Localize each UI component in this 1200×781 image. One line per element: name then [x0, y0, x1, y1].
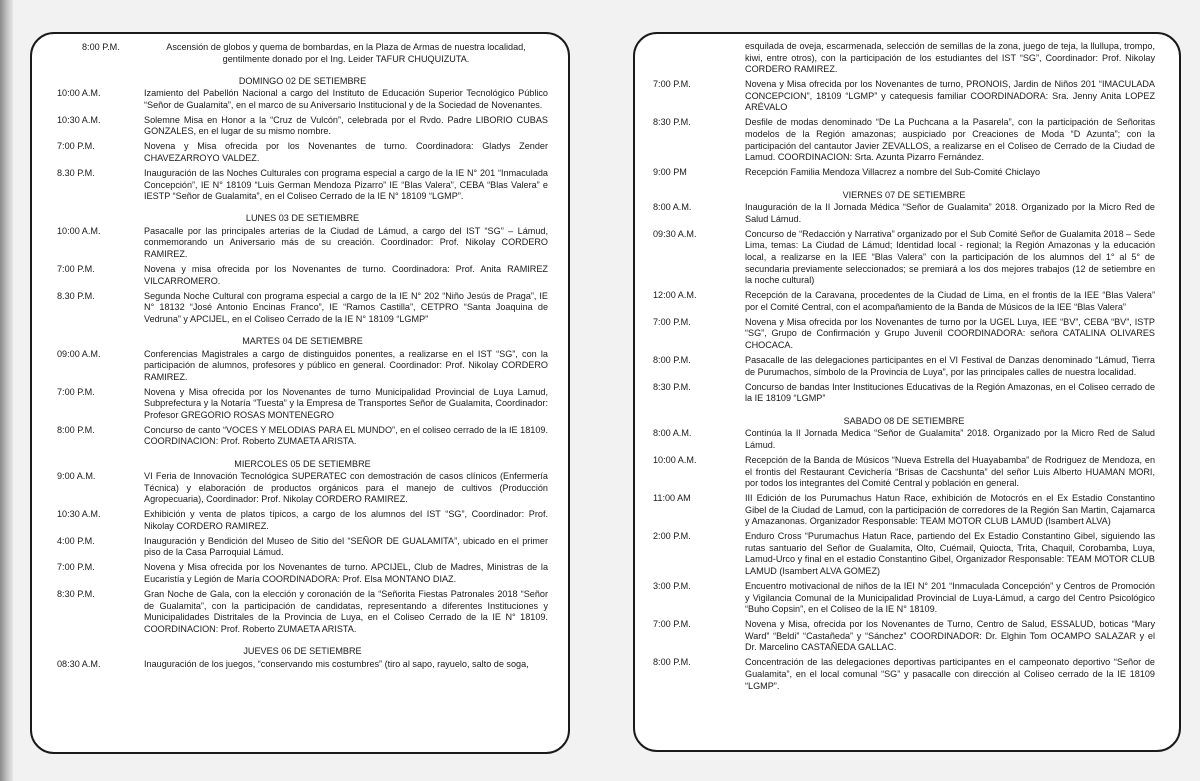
- event-description: Conferencias Magistrales a cargo de distinguidos ponentes, a realizarse en el IST “SG”, con la participación de alumnos, profesores y público en general. Coordinador: Prof. Nikolay CORDERO RAMIREZ.: [144, 348, 548, 382]
- event-description: Novena y Misa ofrecida por los Novenantes de turno. APCIJEL, Club de Madres, Ministras de la Eucaristía y Legión de María COORDINADORA: Prof. Elsa MONTANO DIAZ.: [144, 562, 548, 585]
- event-description: Concentración de las delegaciones deportivas participantes en el campeonato deportivo “Señor de Gualamita”, en el local comunal “SG” y pasacalle con dirección al Coliseo cerrado de la IE 18109 “LGMP”.: [745, 657, 1155, 691]
- event-description: Novena y Misa, ofrecida por los Novenantes de Turno, Centro de Salud, ESSALUD, boticas “Mary Ward” “Beldi” “Castañeda” y “Sánchez” COORDINADOR: Dr. Elghin Tom OCAMPO SALAZAR y el Dr. Marcelino CASTAÑEDA GALLAC.: [745, 619, 1155, 653]
- event-time: 8.30 P.M.: [57, 168, 95, 179]
- event-description: Inauguración de las Noches Culturales con programa especial a cargo de la IE N° 201 “Inmaculada Concepción”, IE N° 18109 “Luis German Mendoza Pizarro” IE “Blas Valera”, CEBA “Blas Valera” e IESTP “Señor de Gualamita”, en el Coliseo Cerrado de la IE N° 18109 “LGMP”.: [144, 168, 548, 202]
- event-time: 2:00 P.M.: [653, 531, 691, 542]
- event-row: [57, 291, 548, 326]
- event-time: 10:00 A.M.: [653, 454, 697, 465]
- day-heading-martes: MARTES 04 DE SETIEMBRE: [242, 335, 363, 346]
- continued-event: [653, 41, 1155, 76]
- event-description: Gran Noche de Gala, con la elección y coronación de la “Señorita Fiestas Patronales 2018 “Señor de Gualamita”, con la participación de candidatas, representando a diferentes Instituciones y Municipalidades Distritales de la Provincia de Luya, en el Coliseo Cerrado de la IE N° 18109. COORDINACION: Prof. Roberto ZUMAETA ARISTA.: [144, 589, 548, 634]
- event-description: Concurso de “Redacción y Narrativa” organizado por el Sub Comité Señor de Gualamita 2018 – Sede Lima, temas: La Ciudad de Lámud; Identidad local - regional; la Región Amazonas y la educación local, a realizarse en la IEE “Blas Valera” con la participación de los alumnos del 1° al 5° de secundaria previamente seleccionados; se premiará a los dos mejores trabajos (12 de setiembre en la noche cultural): [745, 228, 1155, 286]
- event-time: 7:00 P.M.: [653, 619, 691, 630]
- event-time: 8:00 A.M.: [653, 202, 692, 213]
- event-description: Novena y Misa ofrecida por los Novenantes de turno Municipalidad Provincial de Luya Lamud, Subprefectura y la Notaría “Tuesta” y la Empresa de Transportes Señor de Gualamita, Coordinador: Profesor GREGORIO ROSAS MONTENEGRO: [144, 386, 548, 420]
- event-row: [57, 264, 548, 287]
- event-description: Concurso de bandas Inter Instituciones Educativas de la Región Amazonas, en el Coliseo cerrado de la IE 18109 “LGMP”: [745, 381, 1155, 404]
- event-description: Novena y Misa ofrecida por los Novenantes de turno, PRONOIS, Jardin de Niños 201 “IMACULADA CONCEPCION”, 18109 “LGMP” y catequesis familiar COORDINADORA: Sra. Jenny Anita LOPEZ ARÉVALO: [745, 79, 1155, 113]
- event-row: [653, 382, 1155, 405]
- event-row: [57, 387, 548, 422]
- event-row: [653, 619, 1155, 654]
- event-description: Novena y Misa ofrecida por los Novenantes de turno por la UGEL Luya, IEE “BV”, CEBA “BV”, ISTP “SG”, Grupo de Confirmación y Grupo Juvenil COORDINADORA: señora CATALINA OLIVARES CHOCACA.: [745, 316, 1155, 350]
- event-row: [57, 141, 548, 164]
- event-description: Encuentro motivacional de niños de la IEI N° 201 “Inmaculada Concepción” y Centros de Promoción y Vigilancia Comunal de la Municipalidad Provincial de Luya-Lámud, a cargo del Centro Psicológico “Buho Copsin”, en el Coliseo de la IE N° 18109.: [745, 581, 1155, 615]
- event-time: 10:30 A.M.: [57, 114, 101, 125]
- day-heading-sabado: SABADO 08 DE SETIEMBRE: [843, 415, 965, 426]
- day-heading-domingo: DOMINGO 02 DE SETIEMBRE: [238, 75, 367, 86]
- event-time: 8.30 P.M.: [57, 290, 95, 301]
- event-time: 8:00 P.M.: [57, 424, 95, 435]
- event-row: [653, 657, 1155, 692]
- event-row: [57, 589, 548, 635]
- event-row: [653, 581, 1155, 616]
- event-time: 8:30 P.M.: [653, 381, 691, 392]
- event-row: [57, 509, 548, 532]
- event-description: Recepción de la Banda de Músicos “Nueva Estrella del Huayabamba” de Rodriguez de Mendoza, en el frontis del Restaurant Cevichería “Brisas de Cacshunta” del señor Luis Alberto HUAMAN MORI, por todos los integrantes del Comité Central y población en general.: [745, 454, 1155, 489]
- event-time: 08:30 A.M.: [57, 658, 101, 669]
- event-description: Concurso de canto “VOCES Y MELODIAS PARA EL MUNDO”, en el coliseo cerrado de la IE 18109. COORDINACION: Prof. Roberto ZUMAETA ARISTA.: [144, 424, 548, 447]
- event-row: [57, 425, 548, 448]
- page-edge-shadow: [0, 0, 13, 781]
- event-row: [653, 79, 1155, 114]
- event-row: [653, 493, 1155, 528]
- event-time: 09:30 A.M.: [653, 228, 697, 239]
- day-heading-lunes: LUNES 03 DE SETIEMBRE: [245, 213, 360, 224]
- event-description: Inauguración y Bendición del Museo de Sitio del “SEÑOR DE GUALAMITA”, ubicado en el primer piso de la Casa Parroquial Lámud.: [144, 535, 548, 558]
- event-row: [653, 202, 1155, 225]
- event-time: 8:00 P.M.: [653, 354, 691, 365]
- event-time: 9:00 PM: [653, 167, 687, 178]
- event-time: 7:00 P.M.: [57, 386, 95, 397]
- event-time: 8:00 P.M.: [82, 42, 120, 52]
- event-time: 10:00 A.M.: [57, 225, 101, 236]
- event-row: [57, 226, 548, 261]
- event-description: Inauguración de la II Jornada Médica “Señor de Gualamita” 2018. Organizado por la Micro Red de Salud Lámud.: [745, 202, 1155, 224]
- event-description: esquilada de oveja, escarmenada, selección de semillas de la zona, juego de teja, la llullupa, trompo, kiwi, entre otros), con la participación de los estudiantes del IST “SG”, Coordinador: Prof. Nikolay CORDERO RAMIREZ.: [745, 41, 1155, 75]
- event-row: [653, 355, 1155, 378]
- event-row: [653, 167, 1155, 179]
- event-time: 7:00 P.M.: [653, 316, 691, 327]
- event-time: 09:00 A.M.: [57, 348, 101, 359]
- event-description: Novena y misa ofrecida por los Novenantes de turno. Coordinadora: Prof. Anita RAMIREZ VILCARROMERO.: [144, 264, 548, 286]
- day-heading-jueves: JUEVES 06 DE SETIEMBRE: [243, 645, 362, 656]
- event-time: 8:00 A.M.: [653, 428, 692, 439]
- event-time: 8:30 P.M.: [57, 589, 95, 600]
- right-program-panel: [633, 32, 1181, 752]
- event-description: Recepción de la Caravana, procedentes de la Ciudad de Lima, en el frontis de la IEE “Blas Valera” por el Comité Central, con el acompañamiento de la Banda de Músicos de la IEE “Blas Valera”: [745, 290, 1155, 312]
- event-description: Ascensión de globos y quema de bombardas, en la Plaza de Armas de nuestra localidad, gentilmente donado por el Ing. Leider TAFUR CHUQUIZUTA.: [166, 42, 526, 64]
- event-description: Continúa la II Jornada Medica “Señor de Gualamita” 2018. Organizado por la Micro Red de Salud Lámud.: [745, 428, 1155, 450]
- event-description: Pasacalle de las delegaciones participantes en el VI Festival de Danzas denominado “Lámud, Tierra de Purumachos, símbolo de la Provincia de Luya”, por las principales calles de nuestra localidad.: [745, 354, 1155, 377]
- event-row: [57, 168, 548, 203]
- day-heading-miercoles: MIERCOLES 05 DE SETIEMBRE: [234, 458, 371, 469]
- event-time: 7:00 P.M.: [57, 562, 95, 573]
- event-row: [653, 290, 1155, 313]
- event-row: [57, 471, 548, 506]
- event-time: 3:00 P.M.: [653, 581, 691, 592]
- event-description: Desfile de modas denominado “De La Puchcana a la Pasarela”, con la participación de Señoritas modelos de la Región amazonas; auspiciado por Creaciones de Moda “D Azunta”; con la participación del cantautor Javier ZEVALLOS, a realizarse en el Coliseo de Cerrado de la Ciudad de Lamud. COORDINACION: Srta. Azunta Pizarro Fernández.: [745, 117, 1155, 163]
- event-time: 7:00 P.M.: [57, 264, 95, 275]
- event-description: Exhibición y venta de platos típicos, a cargo de los alumnos del IST “SG”, Coordinador: Prof. Nikolay CORDERO RAMIREZ.: [144, 509, 548, 531]
- event-row: [57, 115, 548, 138]
- event-description: VI Feria de Innovación Tecnológica SUPERATEC con demostración de casos clínicos (Enfermería Técnica) y elaboración de productos orgánicos para el manejo de cultivos (Producción Agropecuaria), Coordinador: Prof. Nikolay CORDERO RAMIREZ.: [144, 471, 548, 505]
- event-row: [57, 659, 548, 671]
- event-description: Solemne Misa en Honor a la “Cruz de Vulcón”, celebrada por el Rvdo. Padre LIBORIO CUBAS GONZALES, en el lugar de su mismo nombre.: [144, 114, 548, 137]
- event-time: 8:30 P.M.: [653, 117, 691, 128]
- event-row: [653, 117, 1155, 163]
- event-time: 7:00 P.M.: [57, 141, 95, 152]
- event-description: Novena y Misa ofrecida por los Novenantes de turno. Coordinadora: Gladys Zender CHAVEZARROYO VALDEZ.: [144, 141, 548, 164]
- event-description: III Edición de los Purumachus Hatun Race, exhibición de Motocrós en el Ex Estadio Constantino Gibel de la Ciudad de Lamud, con la participación de corredores de la Región San Martin, Cajamarca y Amazanonas. Organizador Responsable: TEAM MOTOR CLUB LAMUD (Isambert ALVA): [745, 493, 1155, 527]
- event-time: 7:00 P.M.: [653, 79, 691, 90]
- event-description: Enduro Cross “Purumachus Hatun Race, partiendo del Ex Estadio Constantino Gibel, siguiendo las rutas santuario del Señor de Gualamita, Olto, Cuémail, Quiocta, Trita, Chaquil, Corobamba, Luya, Lamud-Urco y final en el estadio Constantino Gibel, Organizador Responsable: TEAM MOTOR CLUB LAMUD (Isambert ALVA GOMEZ): [745, 531, 1155, 577]
- event-row: [653, 229, 1155, 287]
- event-time: 12:00 A.M.: [653, 290, 697, 301]
- event-time: 8:00 P.M.: [653, 657, 691, 668]
- event-time: 4:00 P.M.: [57, 535, 95, 546]
- event-description: Pasacalle por las principales arterias de la Ciudad de Lámud, a cargo del IST “SG” – Lámud, conmemorando un Aniversario más de su creación. Coordinador: Prof. Nikolay CORDERO RAMIREZ.: [144, 225, 548, 260]
- event-time: 11:00 AM: [653, 493, 691, 504]
- event-row: [653, 428, 1155, 451]
- event-row: [57, 88, 548, 111]
- event-time-empty: [653, 41, 745, 76]
- event-time: 9:00 A.M.: [57, 471, 96, 482]
- event-row: [653, 531, 1155, 577]
- opening-event: [57, 42, 548, 65]
- event-time: 10:00 A.M.: [57, 88, 101, 99]
- event-row: [653, 317, 1155, 352]
- event-description: Izamiento del Pabellón Nacional a cargo del Instituto de Educación Superior Tecnológico Público “Señor de Gualamita”, en el marco de su Aniversario Institucional y de la Sociedad de Novenantes.: [144, 88, 548, 110]
- event-row: [653, 455, 1155, 490]
- event-row: [57, 562, 548, 585]
- event-description: Inauguración de los juegos, “conservando mis costumbres” (tiro al sapo, rayuelo, salto de soga,: [144, 658, 529, 669]
- event-row: [57, 536, 548, 559]
- left-program-panel: [30, 32, 570, 754]
- event-time: 10:30 A.M.: [57, 509, 101, 520]
- event-description: Recepción Familia Mendoza Villacrez a nombre del Sub-Comité Chiclayo: [745, 167, 1041, 178]
- event-description: Segunda Noche Cultural con programa especial a cargo de la IE N° 202 “Niño Jesús de Praga”, IE N° 18132 “José Antonio Encinas Franco”, IE “Ramos Castilla”, CETPRO “Santa Joaquina de Vedruna” y APCIJEL, en el Coliseo Cerrado de la IE N° 18109 “LGMP”: [144, 290, 548, 324]
- day-heading-viernes: VIERNES 07 DE SETIEMBRE: [842, 189, 966, 200]
- event-row: [57, 349, 548, 384]
